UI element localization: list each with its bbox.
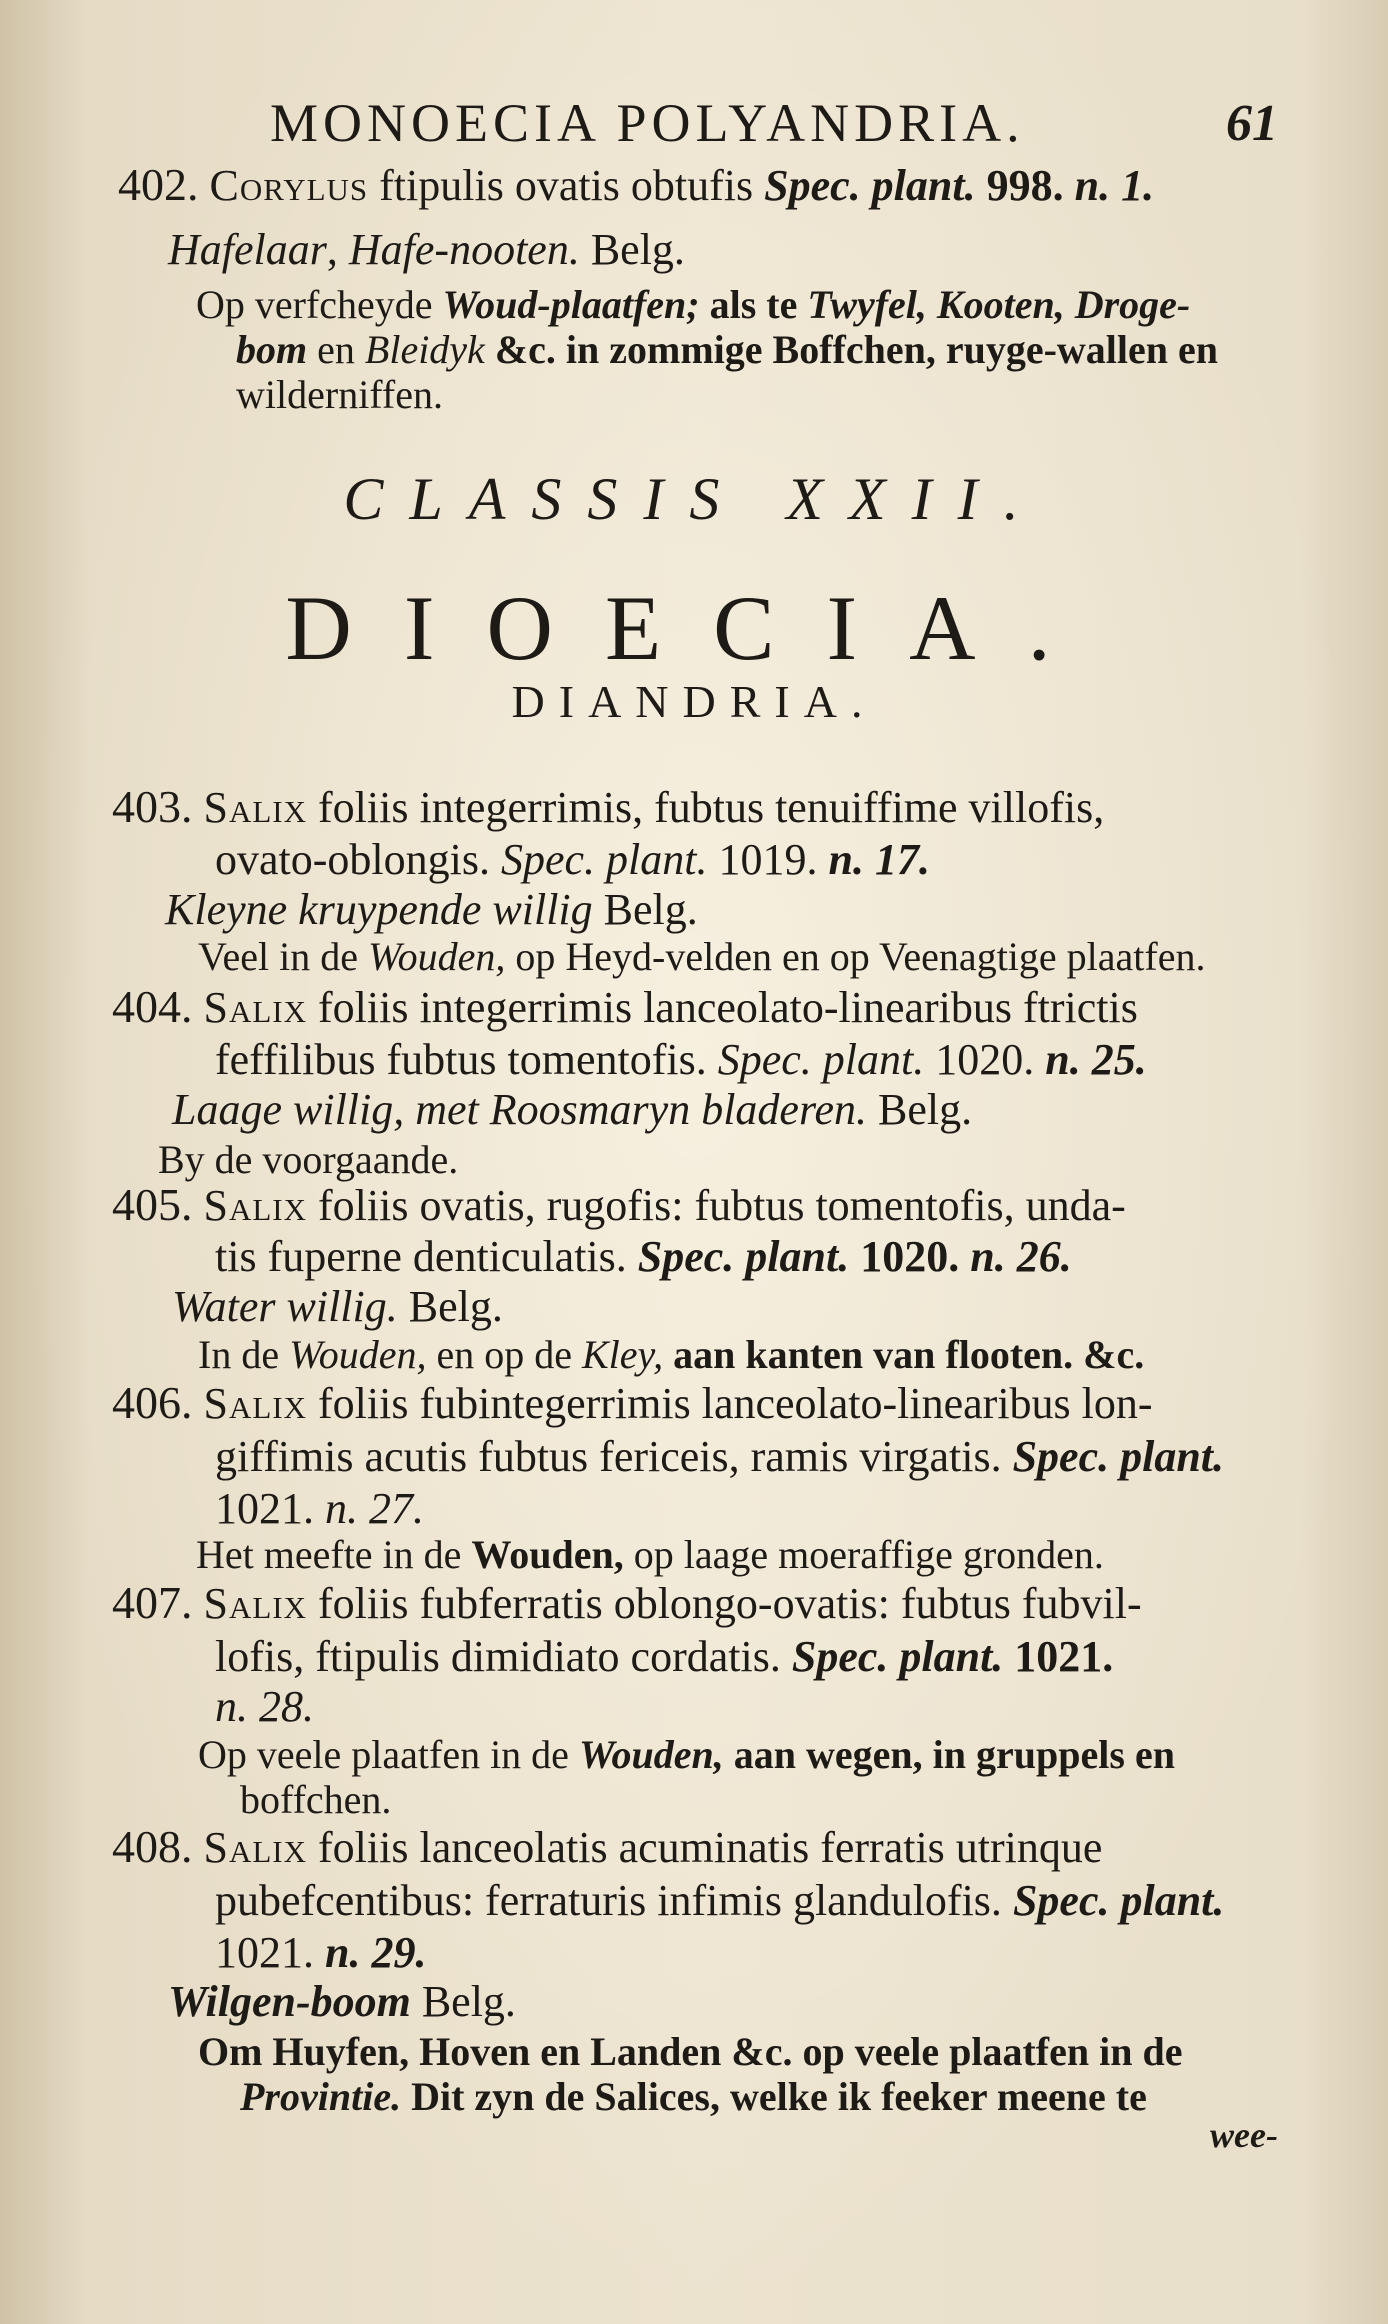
entry-407-habitat-2 [240,1775,391,1825]
habitat-text: Op verfcheyde [196,282,433,327]
description-text: foliis integerrimis, fubtus tenuiffime villofis, [318,783,1105,832]
entry-408-habitat-2 [240,2072,1147,2122]
habitat-place: Bleidyk [364,327,485,372]
description-text: tis fuperne denticulatis. [215,1232,627,1281]
reference-page: 1020. [860,1232,960,1281]
dutch-name: Wilgen-boom [168,1977,411,2026]
entry-404-line-2 [215,1035,1147,1085]
habitat-place: Twyfel, [807,282,927,327]
language-label: Belg. [877,1085,973,1134]
reference-label: Spec. plant. [791,1632,1004,1681]
habitat-place: Droge- [1074,282,1191,327]
entry-403-name [165,885,698,935]
dutch-name: Water willig. [172,1282,398,1331]
entry-407-line-2 [215,1632,1113,1682]
description-text: ovato-oblongis. [215,835,490,884]
habitat-text: op laage moeraffige gronden. [633,1532,1104,1577]
habitat-text: boffchen. [240,1777,392,1822]
reference-page: 1021. [1014,1632,1114,1681]
language-label: Belg. [421,1977,516,2026]
habitat-place: Woud-plaatfen; [442,282,700,327]
entry-407-habitat-1 [198,1730,1175,1780]
habitat-text: &c. in zommige Boffchen, ruyge-wallen en [494,327,1219,372]
habitat-text: Veel in de [198,934,358,979]
description-text: giffimis acutis fubtus fericeis, ramis virgatis. [215,1432,1002,1481]
genus-name: Salix [203,1379,308,1428]
language-label: Belg. [603,885,698,934]
class-heading: CLASSIS XXII. [343,466,1045,532]
habitat-place: Kooten, [936,282,1065,327]
entry-407-line-3 [215,1682,314,1732]
habitat-place: bom [236,327,308,372]
dutch-name: Kleyne kruypende willig [165,885,593,934]
entry-408-line-1 [112,1822,1102,1873]
habitat-text: en op de [436,1332,572,1377]
genus-name: Salix [203,1823,308,1872]
habitat-text: en [317,327,355,372]
language-label: Belg. [408,1282,503,1331]
reference-number: n. 25. [1045,1035,1147,1084]
reference-number: n. 1. [1074,161,1155,210]
description-text: ftipulis ovatis obtufis [379,161,754,210]
entry-404-habitat [158,1135,458,1185]
entry-406-line-1 [112,1378,1153,1429]
entry-408-line-3 [215,1928,426,1978]
reference-label: Spec. plant. [637,1232,850,1281]
description-text: foliis fubferratis oblongo-ovatis: fubtus fubvil- [318,1579,1142,1628]
habitat-text: Het meefte in de [196,1532,462,1577]
dutch-name-alt: Hafe-nooten. [348,225,580,274]
entry-number: 406. [112,1377,193,1428]
genus-name: Salix [203,1579,308,1628]
description-text: foliis integerrimis lanceolato-linearibus ftrictis [318,983,1138,1032]
entry-405-line-2 [215,1232,1072,1282]
habitat-place: Wouden, [367,934,506,979]
entry-408-habitat-1 [198,2027,1182,2077]
dutch-name: Laage willig, [172,1085,405,1134]
description-text: feffilibus fubtus tomentofis. [215,1035,707,1084]
entry-405-habitat [198,1330,1144,1380]
habitat-place: Wouden, [289,1332,427,1377]
description-text: foliis ovatis, rugofis: fubtus tomentofis, unda- [318,1181,1126,1230]
page-number: 61 [1226,95,1278,152]
habitat-place: Wouden, [471,1532,624,1577]
entry-402-habitat-3 [236,370,443,420]
catchword [1210,2110,1278,2160]
reference-page: 1021. [215,1928,314,1977]
entry-406-habitat [196,1530,1104,1580]
reference-page: 1019. [718,835,818,884]
reference-label: Spec. plant. [717,1035,925,1084]
habitat-place: Provintie. [240,2074,402,2119]
habitat-text: aan wegen, in gruppels en [733,1732,1175,1777]
genus-name: Corylus [209,161,369,210]
entry-405-name [172,1282,503,1332]
habitat-text: Op veele plaatfen in de [198,1732,569,1777]
reference-label: Spec. plant. [1012,1876,1225,1925]
habitat-text: By de voorgaande. [158,1137,459,1182]
entry-number: 407. [112,1577,193,1628]
description-text: pubefcentibus: ferraturis infimis glandulofis. [215,1876,1002,1925]
entry-403-line-2 [215,835,930,885]
description-text: foliis fubintegerrimis lanceolato-linearibus lon- [318,1379,1153,1428]
habitat-text: Om Huyfen, Hoven en Landen &c. op veele plaatfen in de [198,2029,1183,2074]
entry-number: 405. [112,1179,193,1230]
reference-number: n. 28. [215,1682,314,1731]
habitat-text: op Heyd-velden en op Veenagtige plaatfen. [515,934,1206,979]
entry-number: 404. [112,981,193,1032]
order-heading: DIANDRIA. [511,676,877,727]
reference-number: n. 29. [325,1928,427,1977]
entry-406-line-3 [215,1484,424,1534]
page-header [0,92,1388,152]
reference-page: 1021. [215,1484,314,1533]
entry-403-habitat [198,932,1205,982]
reference-label: Spec. plant. [764,161,976,210]
habitat-text: als te [709,282,798,327]
description-text: foliis lanceolatis acuminatis ferratis utrinque [318,1823,1103,1872]
description-text: lofis, ftipulis dimidiato cordatis. [215,1632,781,1681]
entry-408-line-2 [215,1876,1224,1926]
habitat-text: aan kanten van flooten. &c. [673,1332,1145,1377]
entry-403-line-1 [112,782,1104,833]
entry-number: 403. [112,781,193,832]
habitat-place: Wouden, [578,1732,724,1777]
entry-402-line-1 [118,160,1154,211]
entry-407-line-1 [112,1578,1142,1629]
reference-number: n. 27. [325,1484,424,1533]
reference-page: 1020. [935,1035,1035,1084]
catchword-text: wee- [1210,2115,1278,2155]
running-title: MONOECIA POLYANDRIA. [270,93,1025,153]
language-label: Belg. [590,225,685,274]
habitat-text: Dit zyn de Salices, welke ik feeker meene te [411,2074,1147,2119]
entry-number: 408. [112,1821,193,1872]
entry-402-habitat-1 [196,280,1190,330]
entry-404-line-1 [112,982,1138,1033]
reference-page: 998. [986,161,1064,210]
class-name-heading: DIOECIA. [285,577,1103,679]
entry-406-line-2 [215,1432,1224,1482]
habitat-text: wilderniffen. [236,372,443,417]
habitat-place: Kley, [582,1332,664,1377]
reference-label: Spec. plant. [1012,1432,1225,1481]
entry-404-name [172,1085,972,1135]
genus-name: Salix [203,983,308,1032]
reference-label: Spec. plant. [500,835,708,884]
reference-number: n. 17. [828,835,930,884]
reference-number: n. 26. [970,1232,1072,1281]
dutch-name-alt: met Roosmaryn bladeren. [415,1085,867,1134]
entry-408-name [168,1977,516,2027]
dutch-name: Hafelaar [168,225,327,274]
entry-number: 402. [118,159,199,210]
genus-name: Salix [203,1181,308,1230]
entry-405-line-1 [112,1180,1126,1231]
entry-402-habitat-2 [236,325,1218,375]
genus-name: Salix [203,783,308,832]
entry-402-line-2: Hafelaar, Hafe-nooten. Belg. [168,225,685,274]
habitat-text: In de [198,1332,280,1377]
